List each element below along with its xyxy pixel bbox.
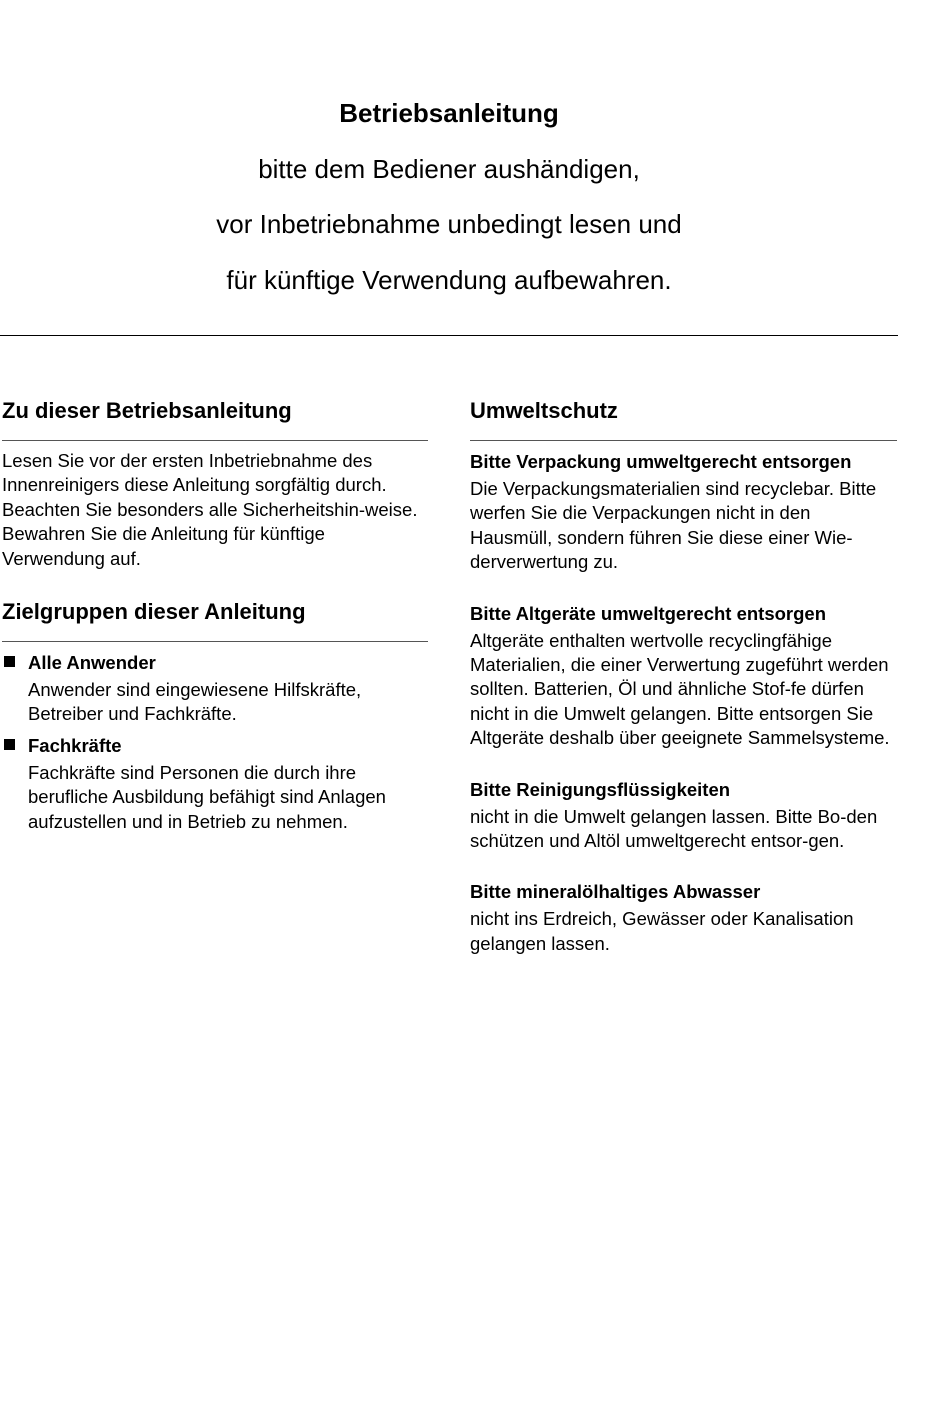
environment-block-text: nicht ins Erdreich, Gewässer oder Kanalisation gelangen lassen.: [470, 908, 854, 954]
section-heading-environment: Umweltschutz: [470, 396, 897, 441]
list-item-title: Alle Anwender: [28, 652, 156, 674]
environment-block-title: Bitte mineralölhaltiges Abwasser: [470, 881, 761, 903]
intro-line: bitte dem Bediener aushändigen,: [258, 154, 640, 184]
environment-block: [470, 601, 897, 751]
environment-block-text: Altgeräte enthalten wertvolle recyclingfähige Materialien, die einer Verwertung zugeführt werden sollten. Batterien, Öl und ähnliche Stof-fe dürfen nicht in die Umwelt gelangen. Bitte entsorgen Sie Altgeräte deshalb über geeignete Sammelsysteme.: [470, 629, 890, 749]
environment-block: [470, 879, 897, 956]
left-column: [2, 396, 428, 840]
list-item: [2, 650, 428, 727]
right-column: [470, 396, 897, 982]
environment-block-title: Bitte Reinigungsflüssigkeiten: [470, 778, 731, 800]
header-divider: [0, 335, 898, 336]
environment-block-title: Bitte Altgeräte umweltgerecht entsorgen: [470, 602, 827, 624]
environment-block: [470, 777, 897, 854]
list-item-text: Anwender sind eingewiesene Hilfskräfte, Betreiber und Fachkräfte.: [28, 679, 362, 725]
document-title: Betriebsanleitung: [339, 98, 559, 128]
environment-block-title: Bitte Verpackung umweltgerecht entsorgen: [470, 451, 852, 472]
square-bullet-icon: [4, 739, 15, 750]
section-heading-about: Zu dieser Betriebsanleitung: [2, 396, 428, 441]
list-item-title: Fachkräfte: [28, 734, 122, 756]
section-heading-target-groups: Zielgruppen dieser Anleitung: [2, 597, 428, 642]
target-group-list: [2, 650, 428, 834]
intro-line: vor Inbetriebnahme unbedingt lesen und: [216, 209, 682, 239]
list-item: [2, 733, 428, 834]
environment-block-text: nicht in die Umwelt gelangen lassen. Bitte Bo-den schützen und Altöl umweltgerecht entsor-gen.: [470, 805, 878, 852]
intro-line: für künftige Verwendung aufbewahren.: [226, 265, 672, 295]
environment-block: [470, 449, 897, 575]
list-item-text: Fachkräfte sind Personen die durch ihre berufliche Ausbildung befähigt sind Anlagen aufzustellen und in Betrieb zu nehmen.: [28, 761, 386, 832]
square-bullet-icon: [4, 656, 15, 667]
environment-block-text: Die Verpackungsmaterialien sind recyclebar. Bitte werfen Sie die Verpackungen nicht in den Hausmüll, sondern führen Sie diese einer Wie-derverwertung zu.: [470, 478, 877, 573]
section-text-about: Lesen Sie vor der ersten Inbetriebnahme des Innenreinigers diese Anleitung sorgfältig durch. Beachten Sie besonders alle Sicherheitshin-weise. Bewahren Sie die Anleitung für künftige Verwendung auf.: [2, 450, 418, 569]
